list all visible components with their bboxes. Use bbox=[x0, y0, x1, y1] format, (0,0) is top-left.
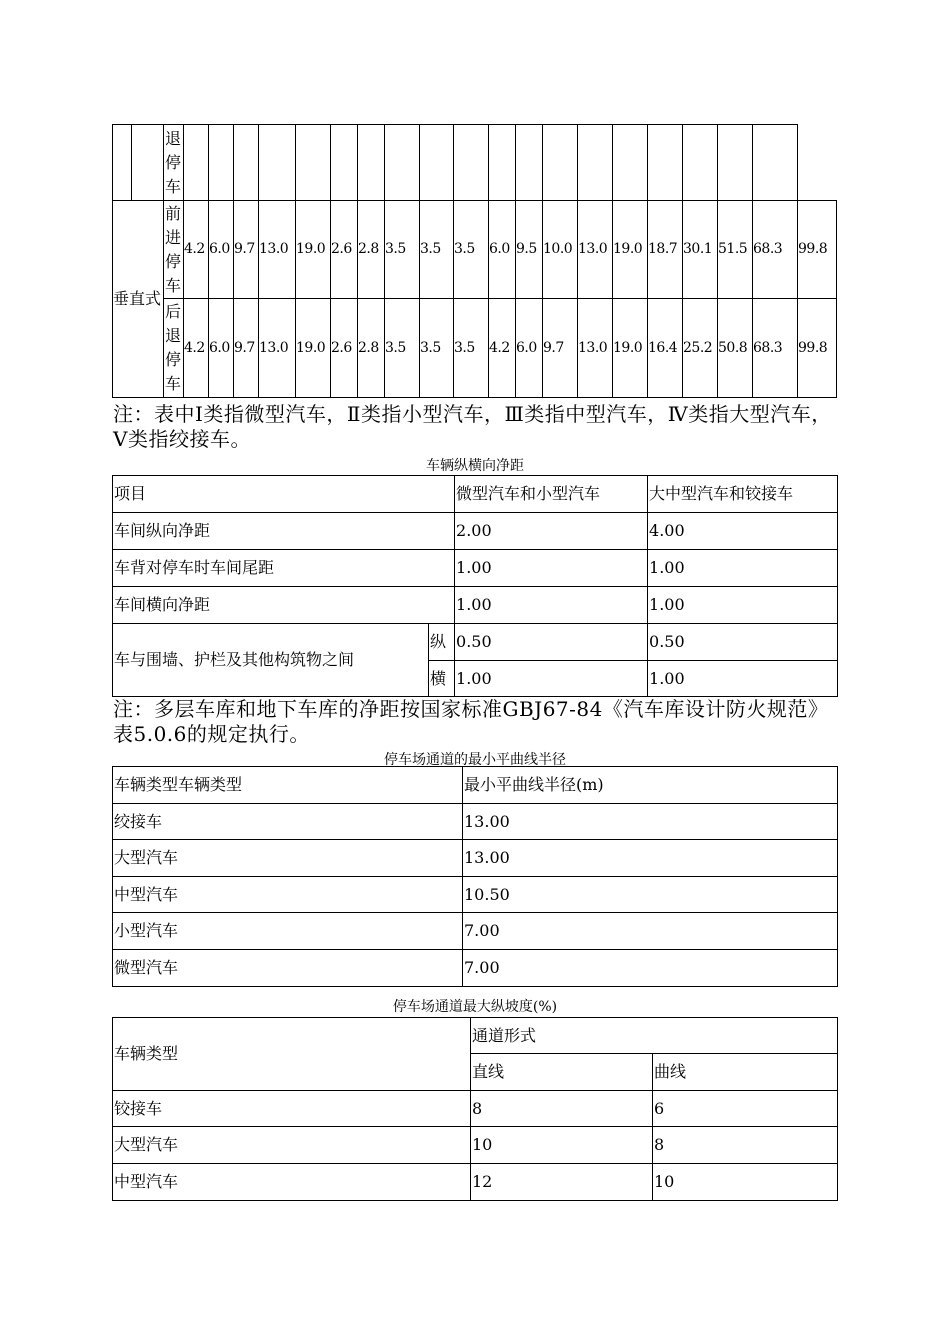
table-cell: 68.3 bbox=[753, 201, 798, 299]
table-cell: 16.4 bbox=[648, 299, 683, 398]
table-cell: 19.0 bbox=[613, 299, 648, 398]
table-cell: 51.5 bbox=[718, 201, 753, 299]
table-cell: 6.0 bbox=[489, 201, 516, 299]
table-cell: 18.7 bbox=[648, 201, 683, 299]
table-cell: 小型汽车 bbox=[113, 913, 463, 950]
header-item: 项目 bbox=[113, 476, 455, 513]
header-vehicle-type: 车辆类型车辆类型 bbox=[113, 767, 463, 804]
table-cell: 1.00 bbox=[648, 661, 838, 697]
row-label-reverse-top: 退停车 bbox=[164, 125, 184, 201]
curve-radius-table bbox=[112, 766, 838, 987]
table-cell: 13.0 bbox=[578, 299, 613, 398]
table-row bbox=[113, 840, 838, 877]
table-row bbox=[113, 950, 838, 987]
table-cell: 6 bbox=[653, 1091, 838, 1127]
table-cell: 1.00 bbox=[648, 550, 838, 587]
table-header-row bbox=[113, 476, 838, 513]
table-cell: 6.0 bbox=[516, 299, 543, 398]
table-row bbox=[113, 550, 838, 587]
table-cell: 13.00 bbox=[463, 840, 838, 877]
table-cell: 纵 bbox=[429, 624, 455, 661]
table-cell: 0.50 bbox=[648, 624, 838, 661]
max-grade-table bbox=[112, 1017, 838, 1201]
table-cell: 微型汽车 bbox=[113, 950, 463, 987]
caption-curve-radius: 停车场通道的最小平曲线半径 bbox=[384, 752, 566, 768]
table-cell: 铰接车 bbox=[113, 1091, 471, 1127]
table-cell: 1.00 bbox=[455, 550, 648, 587]
caption-max-grade: 停车场通道最大纵坡度(%) bbox=[392, 999, 558, 1015]
header-straight: 直线 bbox=[471, 1054, 653, 1091]
table-cell: 1.00 bbox=[455, 587, 648, 624]
table-row bbox=[113, 1127, 838, 1164]
table-cell: 绞接车 bbox=[113, 804, 463, 840]
table-cell: 19.0 bbox=[613, 201, 648, 299]
table-header-row bbox=[113, 1018, 838, 1054]
table-cell: 19.0 bbox=[296, 201, 331, 299]
table-cell: 13.00 bbox=[463, 804, 838, 840]
table-row bbox=[113, 913, 838, 950]
table-row bbox=[113, 1091, 838, 1127]
table-cell: 6.0 bbox=[209, 299, 234, 398]
table-row bbox=[113, 299, 837, 398]
header-small-vehicles: 微型汽车和小型汽车 bbox=[455, 476, 648, 513]
table-cell: 2.6 bbox=[331, 299, 358, 398]
table-cell: 2.8 bbox=[358, 299, 385, 398]
table-row bbox=[113, 125, 837, 201]
table-cell: 8 bbox=[471, 1091, 653, 1127]
header-min-radius: 最小平曲线半径(m) bbox=[463, 767, 838, 804]
table-cell: 4.2 bbox=[489, 299, 516, 398]
row-label-forward: 前进停车 bbox=[164, 201, 184, 299]
table-cell: 3.5 bbox=[420, 201, 454, 299]
table-cell: 大型汽车 bbox=[113, 1127, 471, 1164]
table-cell: 9.7 bbox=[234, 201, 259, 299]
table-cell: 2.00 bbox=[455, 513, 648, 550]
table-cell: 3.5 bbox=[454, 299, 489, 398]
table-cell: 4.2 bbox=[184, 299, 209, 398]
table-cell: 3.5 bbox=[454, 201, 489, 299]
header-vehicle-type: 车辆类型 bbox=[113, 1018, 471, 1091]
table-cell: 68.3 bbox=[753, 299, 798, 398]
row-label-reverse: 后退停车 bbox=[164, 299, 184, 398]
table-cell: 7.00 bbox=[463, 950, 838, 987]
table-cell: 9.7 bbox=[234, 299, 259, 398]
table-cell: 99.8 bbox=[798, 201, 837, 299]
table-cell: 车背对停车时车间尾距 bbox=[113, 550, 455, 587]
table-cell: 19.0 bbox=[296, 299, 331, 398]
table-cell: 3.5 bbox=[385, 201, 420, 299]
note-garage-clearance: 注：多层车库和地下车库的净距按国家标准GBJ67-84《汽车库设计防火规范》表5.0.6的规定执行。 bbox=[113, 697, 829, 746]
table-cell: 12 bbox=[471, 1164, 653, 1201]
table-cell: 10.50 bbox=[463, 877, 838, 913]
table-row bbox=[113, 877, 838, 913]
table-cell: 8 bbox=[653, 1127, 838, 1164]
table-cell: 0.50 bbox=[455, 624, 648, 661]
table-cell: 车间横向净距 bbox=[113, 587, 455, 624]
table-cell: 大型汽车 bbox=[113, 840, 463, 877]
table-row bbox=[113, 1164, 838, 1201]
table-row bbox=[113, 804, 838, 840]
header-channel-form: 通道形式 bbox=[471, 1018, 838, 1054]
table-cell: 99.8 bbox=[798, 299, 837, 398]
table-row bbox=[113, 587, 838, 624]
table-cell: 13.0 bbox=[259, 299, 296, 398]
table-cell: 4.00 bbox=[648, 513, 838, 550]
table-cell: 50.8 bbox=[718, 299, 753, 398]
vehicle-clearance-table bbox=[112, 475, 838, 697]
table-cell: 10 bbox=[653, 1164, 838, 1201]
table-cell: 横 bbox=[429, 661, 455, 697]
header-large-vehicles: 大中型汽车和铰接车 bbox=[648, 476, 838, 513]
table-cell: 车与围墙、护栏及其他构筑物之间 bbox=[113, 624, 429, 697]
table-cell: 车间纵向净距 bbox=[113, 513, 455, 550]
table-cell: 1.00 bbox=[455, 661, 648, 697]
table-cell: 9.7 bbox=[543, 299, 578, 398]
caption-vehicle-clearance: 车辆纵横向净距 bbox=[426, 458, 524, 474]
table-cell: 25.2 bbox=[683, 299, 718, 398]
table-cell: 中型汽车 bbox=[113, 1164, 471, 1201]
table-cell: 中型汽车 bbox=[113, 877, 463, 913]
table-header-row bbox=[113, 767, 838, 804]
group-label-vertical: 垂直式 bbox=[113, 201, 164, 398]
table-cell: 13.0 bbox=[259, 201, 296, 299]
table-cell: 3.5 bbox=[420, 299, 454, 398]
table-cell: 10.0 bbox=[543, 201, 578, 299]
table-cell: 9.5 bbox=[516, 201, 543, 299]
table-cell: 3.5 bbox=[385, 299, 420, 398]
table-cell: 2.6 bbox=[331, 201, 358, 299]
header-curve: 曲线 bbox=[653, 1054, 838, 1091]
table-cell: 6.0 bbox=[209, 201, 234, 299]
table-row bbox=[113, 624, 838, 661]
table-cell: 13.0 bbox=[578, 201, 613, 299]
note-vehicle-classes: 注：表中Ⅰ类指微型汽车，Ⅱ类指小型汽车，Ⅲ类指中型汽车，Ⅳ类指大型汽车，Ⅴ类指绞接车。 bbox=[113, 402, 832, 451]
table-cell: 2.8 bbox=[358, 201, 385, 299]
table-cell: 10 bbox=[471, 1127, 653, 1164]
table-cell: 30.1 bbox=[683, 201, 718, 299]
table-row bbox=[113, 513, 838, 550]
table-cell: 7.00 bbox=[463, 913, 838, 950]
table-cell: 1.00 bbox=[648, 587, 838, 624]
parking-dimension-table bbox=[112, 124, 837, 398]
table-row bbox=[113, 201, 837, 299]
table-cell: 4.2 bbox=[184, 201, 209, 299]
